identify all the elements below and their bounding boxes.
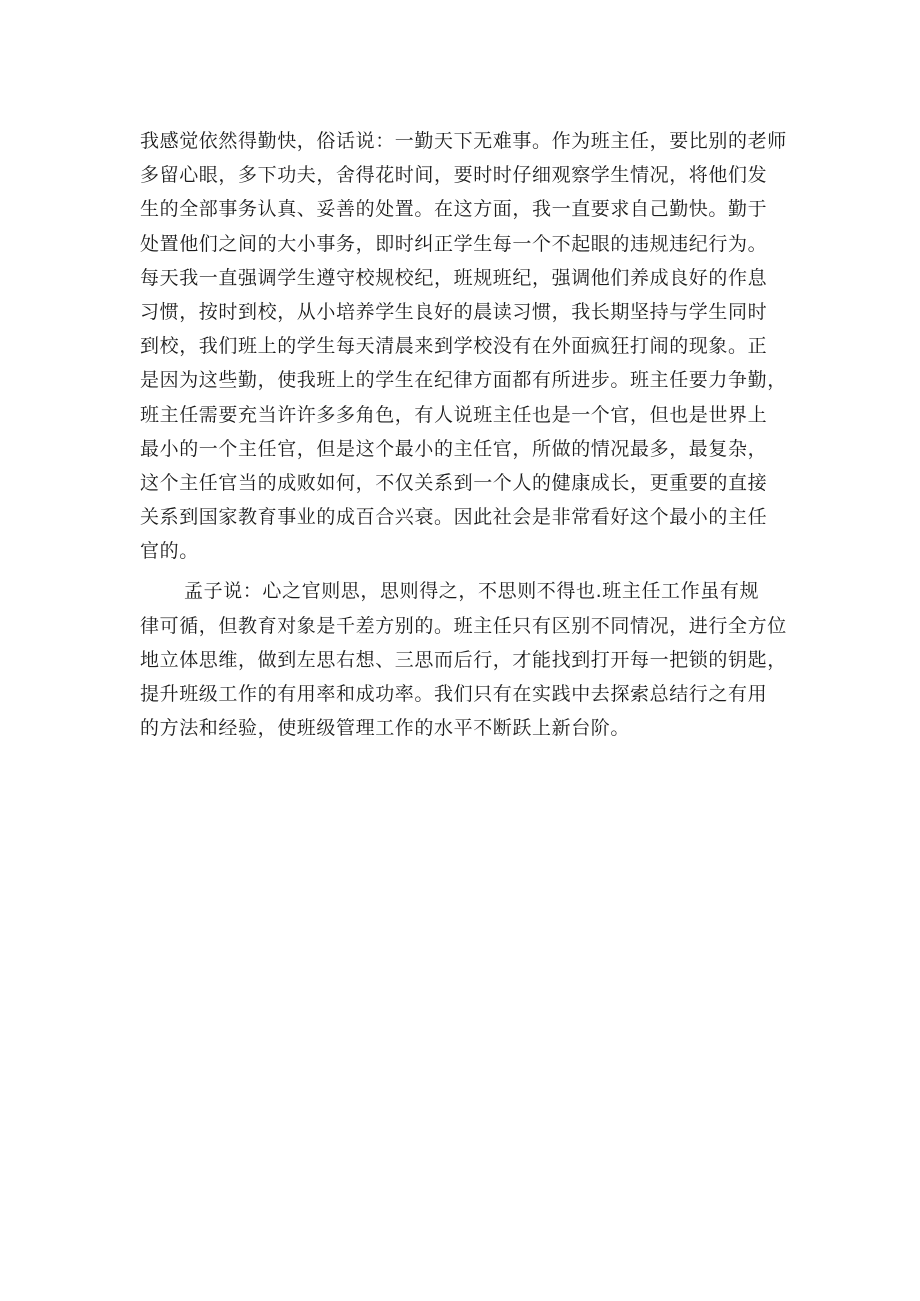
paragraph-line: 习惯，按时到校，从小培养学生良好的晨读习惯，我长期坚持与学生同时 xyxy=(140,300,768,323)
paragraph-line: 孟子说：心之官则思，思则得之，不思则不得也.班主任工作虽有规 xyxy=(184,580,760,603)
paragraph-line: 最小的一个主任官，但是这个最小的主任官，所做的情况最多，最复杂， xyxy=(140,437,768,460)
paragraph-line: 每天我一直强调学生遵守校规校纪，班规班纪，强调他们养成良好的作息 xyxy=(140,266,768,289)
paragraph-line: 我感觉依然得勤快，俗话说：一勤天下无难事。作为班主任，要比别的老师 xyxy=(140,130,787,152)
paragraph-1 xyxy=(140,124,800,568)
paragraph-line: 官的。 xyxy=(140,540,199,563)
paragraph-line: 到校，我们班上的学生每天清晨来到学校没有在外面疯狂打闹的现象。正 xyxy=(140,335,768,358)
paragraph-line: 是因为这些勤，使我班上的学生在纪律方面都有所进步。班主任要力争勤， xyxy=(140,369,787,392)
paragraph-line: 处置他们之间的大小事务，即时纠正学生每一个不起眼的违规违纪行为。 xyxy=(140,232,768,255)
paragraph-line: 班主任需要充当许许多多角色，有人说班主任也是一个官，但也是世界上 xyxy=(140,403,768,426)
document-body xyxy=(140,124,800,745)
paragraph-line: 地立体思维，做到左思右想、三思而后行，才能找到打开每一把锁的钥匙， xyxy=(140,648,787,671)
paragraph-line: 这个主任官当的成败如何，不仅关系到一个人的健康成长，更重要的直接 xyxy=(140,471,768,494)
paragraph-2 xyxy=(140,574,800,745)
paragraph-line: 的方法和经验，使班级管理工作的水平不断跃上新台阶。 xyxy=(140,717,631,740)
paragraph-line: 关系到国家教育事业的成百合兴衰。因此社会是非常看好这个最小的主任 xyxy=(140,506,768,529)
paragraph-line: 提升班级工作的有用率和成功率。我们只有在实践中去探索总结行之有用 xyxy=(140,683,768,705)
paragraph-line: 生的全部事务认真、妥善的处置。在这方面，我一直要求自己勤快。勤于 xyxy=(140,198,768,221)
paragraph-line: 多留心眼，多下功夫，舍得花时间，要时时仔细观察学生情况，将他们发 xyxy=(140,164,768,187)
paragraph-line: 律可循，但教育对象是千差方别的。班主任只有区别不同情况，进行全方位 xyxy=(140,614,787,637)
